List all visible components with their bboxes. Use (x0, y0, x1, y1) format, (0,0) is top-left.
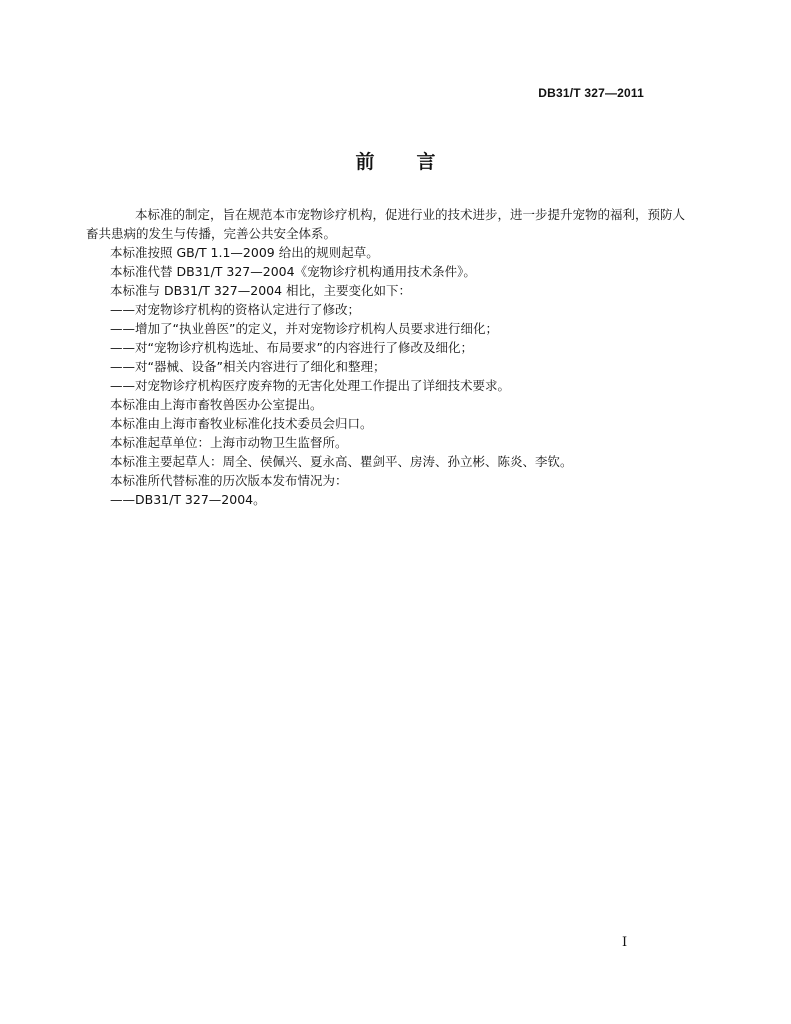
document-code: DB31/T 327—2011 (538, 86, 644, 100)
list-item: ——对宠物诊疗机构的资格认定进行了修改； (110, 302, 361, 317)
text-line: 本标准由上海市畜牧业标准化技术委员会归口。 (110, 416, 373, 431)
body-line-list (110, 243, 655, 509)
text-line: 本标准按照 GB/T 1.1—2009 给出的规则起草。 (110, 245, 379, 260)
text-line: 本标准主要起草人：周全、侯佩兴、夏永高、瞿剑平、房涛、孙立彬、陈炎、李钦。 (110, 454, 573, 469)
list-item: ——增加了“执业兽医”的定义，并对宠物诊疗机构人员要求进行细化； (110, 321, 498, 336)
list-item: ——DB31/T 327—2004。 (110, 492, 266, 507)
intro-line-2: 畜共患病的发生与传播，完善公共安全体系。 (86, 226, 337, 241)
text-line: 本标准代替 DB31/T 327—2004《宠物诊疗机构通用技术条件》。 (110, 264, 476, 279)
title-char-1: 前 (355, 151, 375, 173)
page-number: I (622, 935, 628, 950)
list-item: ——对宠物诊疗机构医疗废弃物的无害化处理工作提出了详细技术要求。 (110, 378, 511, 393)
list-item: ——对“宠物诊疗机构选址、布局要求”的内容进行了修改及细化； (110, 340, 473, 355)
text-line: 本标准与 DB31/T 327—2004 相比，主要变化如下： (110, 283, 412, 298)
text-line: 本标准由上海市畜牧兽医办公室提出。 (110, 397, 323, 412)
intro-paragraph (86, 205, 686, 243)
title-char-2: 言 (416, 151, 436, 173)
foreword-body (86, 205, 686, 509)
list-item: ——对“器械、设备”相关内容进行了细化和整理； (110, 359, 386, 374)
text-line: 本标准所代替标准的历次版本发布情况为： (110, 473, 348, 488)
page-title (0, 147, 791, 174)
intro-line-1: 本标准的制定，旨在规范本市宠物诊疗机构，促进行业的技术进步，进一步提升宠物的福利，预防人 (135, 207, 686, 222)
text-line: 本标准起草单位：上海市动物卫生监督所。 (110, 435, 348, 450)
